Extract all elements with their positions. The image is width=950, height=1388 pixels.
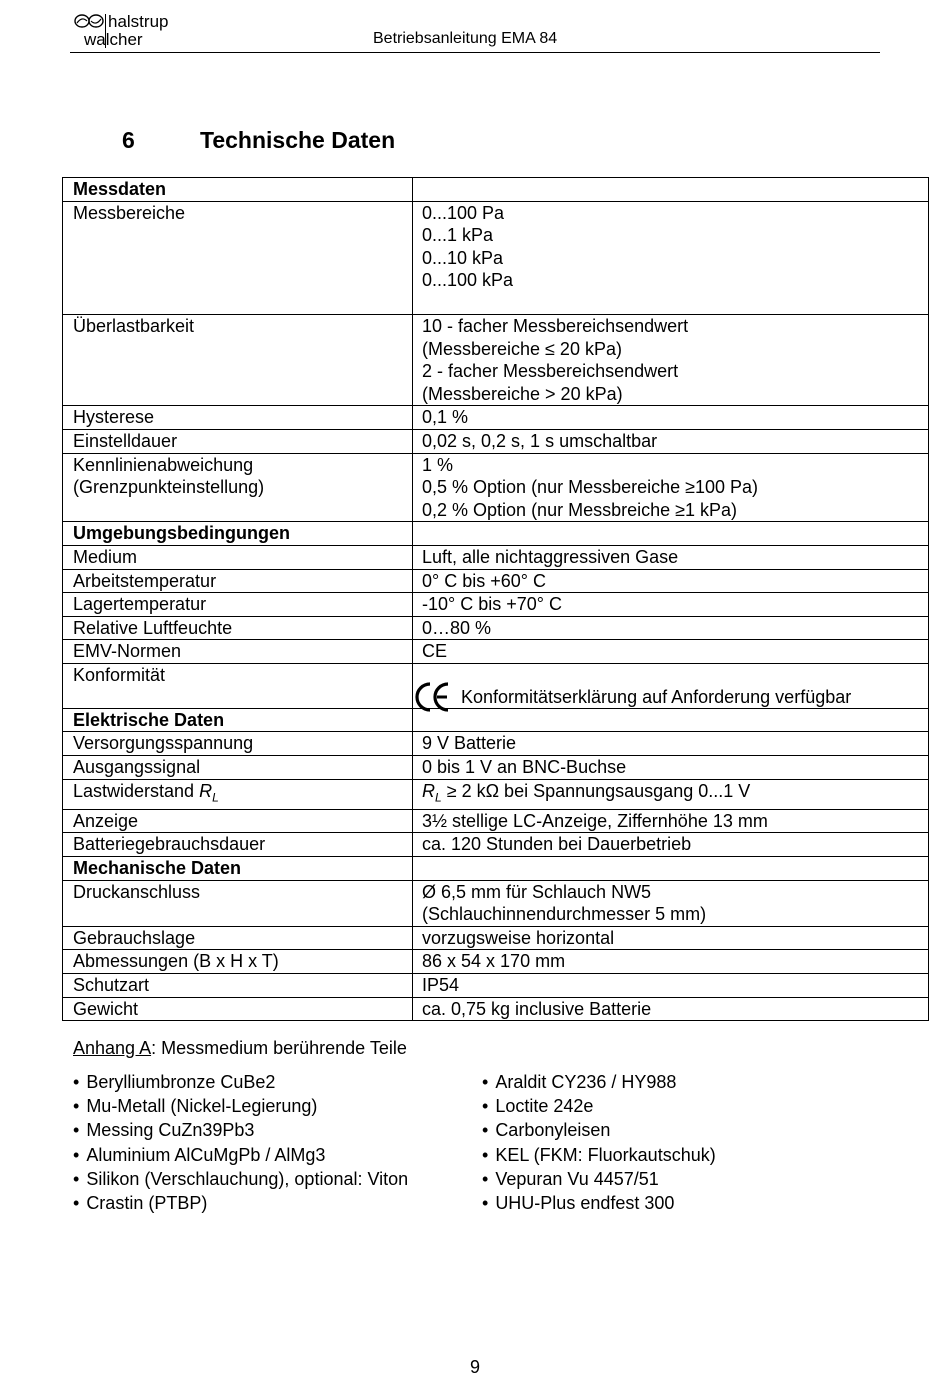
spec-label: Ausgangssignal: [63, 756, 413, 780]
cell-line: -10° C bis +70° C: [422, 594, 562, 615]
group-heading-empty: [413, 522, 929, 546]
spec-value: [413, 640, 929, 664]
spec-label: [63, 950, 413, 974]
group-heading-empty: [413, 178, 929, 202]
table-row: [63, 406, 929, 430]
list-item: • Berylliumbronze CuBe2: [73, 1070, 408, 1094]
cell-line: IP54: [422, 975, 460, 995]
spec-value: [413, 406, 929, 430]
spec-value: [413, 453, 929, 522]
table-row: [63, 833, 929, 857]
appendix-label: Anhang A: [73, 1038, 152, 1058]
spec-label: [63, 545, 413, 569]
spec-label: [63, 880, 413, 926]
cell-line: Anzeige: [73, 810, 139, 831]
cell-line: Schutzart: [73, 975, 150, 995]
cell-line: (Messbereiche ≤ 20 kPa): [422, 338, 622, 359]
group-heading: Messdaten: [63, 178, 413, 202]
spec-value: [413, 926, 929, 950]
list-item: • Vepuran Vu 4457/51: [482, 1167, 716, 1191]
table-row: [63, 809, 929, 833]
cell-line: 0° C bis +60° C: [422, 570, 546, 591]
table-row: [63, 616, 929, 640]
table-row: [63, 569, 929, 593]
spec-label: [63, 809, 413, 833]
table-group-heading: [63, 857, 929, 881]
cell-line: ca. 120 Stunden bei Dauerbetrieb: [422, 834, 692, 855]
table-group-heading: [63, 708, 929, 732]
group-heading: Umgebungsbedingungen: [63, 522, 413, 546]
cell-line: Arbeitstemperatur: [73, 570, 217, 591]
spec-label: [63, 640, 413, 664]
spec-value: [413, 809, 929, 833]
cell-line: 3½ stellige LC-Anzeige, Ziffernhöhe 13 mm: [422, 810, 768, 831]
table-row: [63, 756, 929, 780]
logo-mark-icon: [74, 13, 104, 29]
spec-label: [63, 569, 413, 593]
spec-value: [413, 201, 929, 314]
cell-line: Überlastbarkeit: [73, 315, 195, 336]
section-title: Technische Daten: [200, 127, 396, 153]
cell-line: (Grenzpunkteinstellung): [73, 477, 265, 498]
list-item: • Carbonyleisen: [482, 1118, 716, 1142]
cell-line: Ø 6,5 mm für Schlauch NW5: [422, 881, 652, 902]
table-row: [63, 593, 929, 617]
spec-value: [413, 545, 929, 569]
load-label: Lastwiderstand: [73, 780, 195, 801]
spec-label: [63, 997, 413, 1021]
cell-line: CE: [422, 641, 448, 662]
table-row: [63, 880, 929, 926]
spec-label: [63, 616, 413, 640]
table-group-heading: [63, 178, 929, 202]
ce-mark-icon: [415, 682, 451, 712]
company-logo: [72, 10, 192, 50]
group-heading: Mechanische Daten: [63, 857, 413, 881]
table-row: [63, 640, 929, 664]
cell-line: Luft, alle nichtaggressiven Gase: [422, 546, 679, 567]
spec-label: [63, 406, 413, 430]
load-symbol: R: [199, 780, 213, 801]
table-row-conformity: [63, 663, 929, 708]
table-group-heading: [63, 522, 929, 546]
list-item: • Loctite 242e: [482, 1094, 716, 1118]
spec-value: [413, 429, 929, 453]
cell-line: 1 %: [422, 454, 454, 475]
appendix-title: [73, 1038, 407, 1059]
spec-label: [63, 926, 413, 950]
load-symbol-sub: L: [212, 790, 219, 805]
spec-value: [413, 314, 929, 405]
group-heading-empty: [413, 708, 929, 732]
spec-value: [413, 779, 929, 809]
logo-text-walcher: walcher: [84, 30, 143, 49]
section-number: 6: [122, 127, 135, 153]
spec-label: [63, 779, 413, 809]
appendix-caption: : Messmedium berührende Teile: [151, 1038, 407, 1058]
group-heading: Elektrische Daten: [63, 708, 413, 732]
table-row: [63, 997, 929, 1021]
spec-label: [63, 453, 413, 522]
table-row: [63, 314, 929, 405]
document-title: Betriebsanleitung EMA 84: [373, 30, 558, 47]
page-number: 9: [469, 1357, 480, 1377]
spec-value: [413, 593, 929, 617]
load-symbol-sub: L: [435, 790, 442, 805]
cell-line: 0...100 kPa: [422, 270, 514, 291]
cell-line: 2 - facher Messbereichsendwert: [422, 361, 679, 382]
cell-line: Gewicht: [73, 998, 139, 1019]
list-item: • Aluminium AlCuMgPb / AlMg3: [73, 1143, 408, 1167]
cell-line: Abmessungen (B x H x T): [73, 951, 279, 972]
cell-line: ca. 0,75 kg inclusive Batterie: [422, 998, 652, 1019]
table-row: [63, 950, 929, 974]
cell-line: 86 x 54 x 170 mm: [422, 951, 566, 972]
spec-value: [413, 833, 929, 857]
cell-line: (Messbereiche > 20 kPa): [422, 383, 623, 404]
conformity-text: Konformitätserklärung auf Anforderung verfügbar: [461, 686, 852, 707]
cell-line: Druckanschluss: [73, 881, 201, 902]
table-row: [63, 201, 929, 314]
spec-value: [413, 950, 929, 974]
spec-value: [413, 616, 929, 640]
cell-line: 0…80 %: [422, 617, 492, 638]
table-row: [63, 732, 929, 756]
spec-label: [63, 974, 413, 998]
list-item: • UHU-Plus endfest 300: [482, 1191, 716, 1215]
table-row: [63, 429, 929, 453]
group-heading-empty: [413, 857, 929, 881]
list-item: • Messing CuZn39Pb3: [73, 1118, 408, 1142]
cell-line: Lagertemperatur: [73, 594, 207, 615]
list-item: • Araldit CY236 / HY988: [482, 1070, 716, 1094]
spec-label: [63, 201, 413, 314]
cell-line: 0,2 % Option (nur Messbreiche ≥1 kPa): [422, 499, 738, 520]
cell-line: 9 V Batterie: [422, 733, 517, 754]
list-item: • Silikon (Verschlauchung), optional: Viton: [73, 1167, 408, 1191]
cell-line: Medium: [73, 546, 138, 567]
table-row: [63, 926, 929, 950]
spec-label: [63, 314, 413, 405]
spec-value: 0 bis 1 V an BNC-Buchse: [413, 756, 929, 780]
spec-label: [63, 593, 413, 617]
load-value: ≥ 2 kΩ bei Spannungsausgang 0...1 V: [446, 780, 751, 801]
cell-line: Gebrauchslage: [73, 927, 196, 948]
cell-line: Relative Luftfeuchte: [73, 617, 233, 638]
section-heading: [122, 127, 395, 154]
load-symbol: R: [422, 780, 435, 801]
cell-line: 0,02 s, 0,2 s, 1 s umschaltbar: [422, 430, 658, 451]
cell-line: 0...100 Pa: [422, 202, 505, 223]
table-row: [63, 453, 929, 522]
spec-value: [413, 569, 929, 593]
cell-line: 0...10 kPa: [422, 247, 504, 268]
spec-label: [63, 429, 413, 453]
cell-line: 10 - facher Messbereichsendwert: [422, 315, 689, 336]
list-item: • Mu-Metall (Nickel-Legierung): [73, 1094, 408, 1118]
logo-text-halstrup: halstrup: [108, 12, 169, 31]
spec-label: [63, 732, 413, 756]
table-row: [63, 974, 929, 998]
table-row: [63, 545, 929, 569]
cell-line: vorzugsweise horizontal: [422, 927, 615, 948]
spec-label: Konformität: [63, 663, 413, 708]
cell-line: (Schlauchinnendurchmesser 5 mm): [422, 904, 707, 925]
cell-line: 0...1 kPa: [422, 225, 494, 246]
page-header: [70, 8, 880, 53]
cell-line: Versorgungsspannung: [73, 733, 254, 754]
cell-line: Kennlinienabweichung: [73, 454, 254, 475]
technical-data-table: [62, 177, 929, 1021]
spec-value: [413, 880, 929, 926]
spec-value: [413, 663, 929, 708]
cell-line: 0,1 %: [422, 407, 469, 428]
spec-label: [63, 833, 413, 857]
list-item: • Crastin (PTBP): [73, 1191, 408, 1215]
cell-line: Hysterese: [73, 407, 155, 428]
cell-line: Einstelldauer: [73, 430, 178, 451]
cell-line: Messbereiche: [73, 202, 186, 223]
cell-line: 0,5 % Option (nur Messbereiche ≥100 Pa): [422, 477, 759, 498]
spec-value: [413, 732, 929, 756]
cell-line: EMV-Normen: [73, 641, 182, 662]
wetted-parts-list-right: [482, 1070, 716, 1215]
cell-line: Batteriegebrauchsdauer: [73, 834, 266, 855]
spec-value: [413, 974, 929, 998]
table-row-load-resistance: [63, 779, 929, 809]
list-item: • KEL (FKM: Fluorkautschuk): [482, 1143, 716, 1167]
wetted-parts-list-left: [73, 1070, 408, 1215]
spec-value: [413, 997, 929, 1021]
